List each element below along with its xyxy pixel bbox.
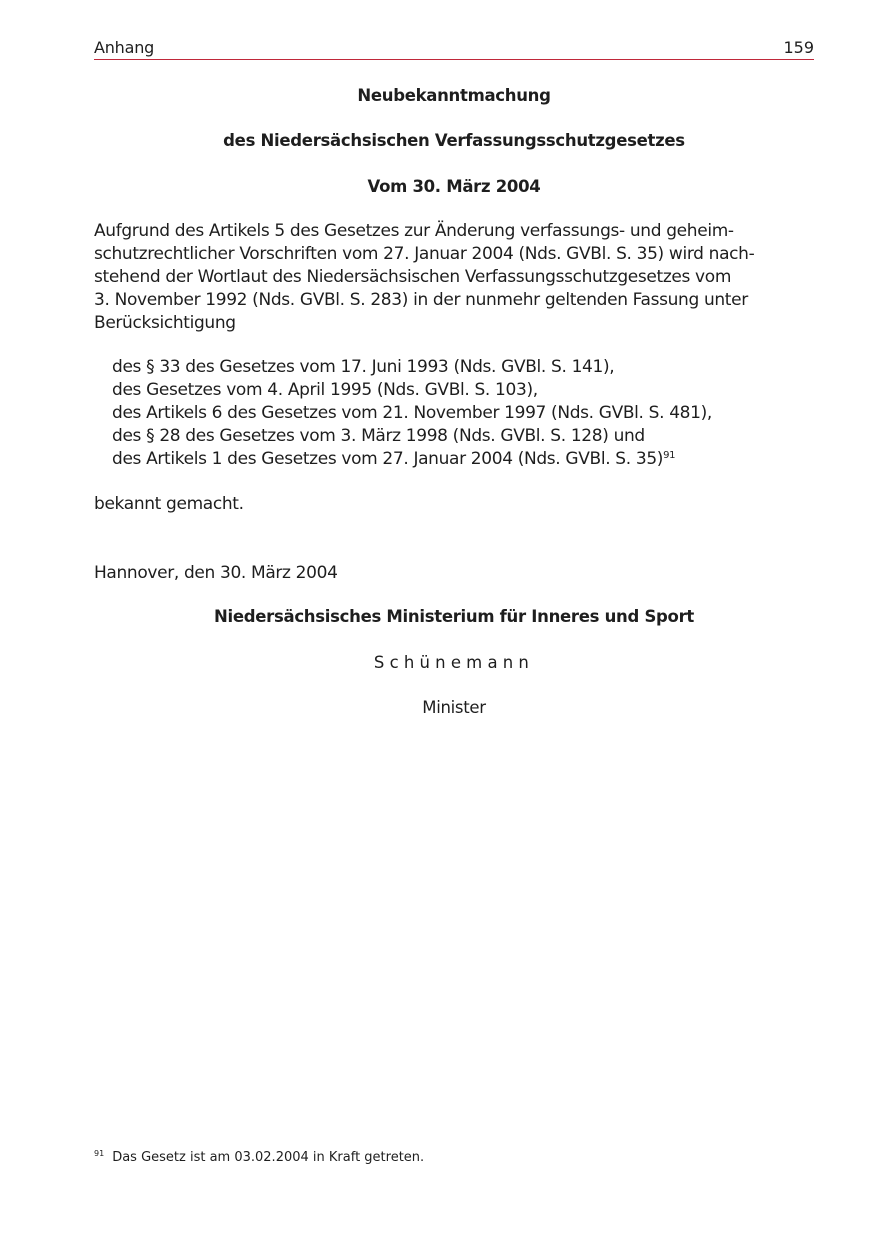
intro-line: 3. November 1992 (Nds. GVBl. S. 283) in der nunmehr geltenden Fassung unter [94,290,748,310]
intro-paragraph [94,220,814,335]
amendment-item: des § 28 des Gesetzes vom 3. März 1998 (Nds. GVBl. S. 128) und [112,426,645,446]
amendment-list [112,356,812,471]
document-subtitle: des Niedersächsischen Verfassungsschutzgesetzes [223,131,685,150]
intro-line: Aufgrund des Artikels 5 des Gesetzes zur Änderung verfassungs- und geheim- [94,221,734,241]
amendment-item: des Artikels 1 des Gesetzes vom 27. Januar 2004 (Nds. GVBl. S. 35)$^{91}$ [112,449,676,469]
signatory-title: Minister [422,698,486,717]
footnote [94,1150,424,1166]
intro-line: schutzrechtlicher Vorschriften vom 27. Januar 2004 (Nds. GVBl. S. 35) wird nach- [94,244,755,264]
amendment-item: des Artikels 6 des Gesetzes vom 21. November 1997 (Nds. GVBl. S. 481), [112,403,712,423]
footnote-text: Das Gesetz ist am 03.02.2004 in Kraft getreten. [112,1150,425,1165]
document-date: Vom 30. März 2004 [367,177,541,196]
footnote-reference[interactable]: 91 [663,450,676,461]
section-title: Anhang [94,38,155,57]
intro-line: stehend der Wortlaut des Niedersächsischen Verfassungsschutzgesetzes vom [94,267,732,287]
page-header [94,37,814,60]
place-date: Hannover, den 30. März 2004 [94,563,338,583]
closing-text: bekannt gemacht. [94,494,244,514]
signatory-name: Schünemann [373,653,535,672]
amendment-item: des Gesetzes vom 4. April 1995 (Nds. GVBl. S. 103), [112,380,538,400]
ministry-name: Niedersächsisches Ministerium für Inneres und Sport [213,607,695,626]
footnote-number: 91 [94,1149,105,1158]
document-title: Neubekanntmachung [357,86,551,105]
intro-line: Berücksichtigung [94,313,236,333]
amendment-item: des § 33 des Gesetzes vom 17. Juni 1993 (Nds. GVBl. S. 141), [112,357,615,377]
page-number: 159 [783,38,814,57]
